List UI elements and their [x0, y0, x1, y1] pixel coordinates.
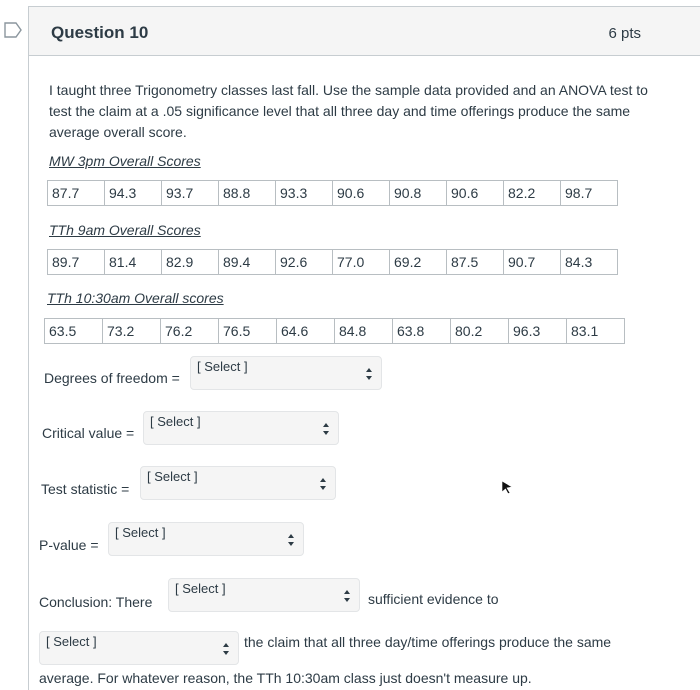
- select-placeholder: [ Select ]: [147, 469, 198, 484]
- table-row: [48, 250, 618, 275]
- degrees-of-freedom-label: Degrees of freedom =: [44, 370, 180, 386]
- table-cell: 69.2: [390, 250, 447, 275]
- table-cell: 83.1: [567, 319, 625, 344]
- test-statistic-label: Test statistic =: [41, 481, 130, 497]
- degrees-of-freedom-select[interactable]: [190, 356, 382, 390]
- select-placeholder: [ Select ]: [115, 525, 166, 540]
- question-card: [28, 6, 700, 690]
- question-flag-icon[interactable]: [4, 22, 22, 38]
- table-cell: 90.6: [333, 181, 390, 206]
- table-cell: 93.7: [162, 181, 219, 206]
- conclusion-after-text: the claim that all three day/time offerings produce the same: [244, 634, 612, 650]
- table-cell: 84.3: [561, 250, 618, 275]
- table-cell: 90.6: [447, 181, 504, 206]
- select-placeholder: [ Select ]: [46, 634, 97, 649]
- table-cell: 94.3: [105, 181, 162, 206]
- table-label-mw3pm: MW 3pm Overall Scores: [49, 153, 201, 169]
- select-arrow-icon: [222, 642, 230, 656]
- select-arrow-icon: [365, 367, 373, 381]
- data-table-tth1030am: [44, 318, 625, 344]
- conclusion-sufficiency-select[interactable]: [168, 578, 360, 612]
- select-placeholder: [ Select ]: [175, 581, 226, 596]
- table-cell: 63.5: [45, 319, 103, 344]
- select-arrow-icon: [287, 533, 295, 547]
- conclusion-middle-text: sufficient evidence to: [368, 591, 499, 607]
- table-cell: 89.4: [219, 250, 276, 275]
- select-arrow-icon: [343, 589, 351, 603]
- mouse-cursor-icon: [501, 480, 513, 494]
- select-placeholder: [ Select ]: [150, 414, 201, 429]
- table-cell: 76.2: [161, 319, 219, 344]
- question-title: Question 10: [51, 23, 149, 42]
- question-points: 6 pts: [608, 25, 641, 42]
- p-value-label: P-value =: [39, 537, 99, 553]
- table-row: [45, 319, 625, 344]
- table-cell: 93.3: [276, 181, 333, 206]
- table-cell: 81.4: [105, 250, 162, 275]
- table-cell: 90.8: [390, 181, 447, 206]
- table-row: [48, 181, 618, 206]
- table-cell: 87.5: [447, 250, 504, 275]
- table-cell: 92.6: [276, 250, 333, 275]
- table-label-tth9am: TTh 9am Overall Scores: [49, 222, 201, 238]
- select-arrow-icon: [319, 477, 327, 491]
- select-placeholder: [ Select ]: [197, 359, 248, 374]
- test-statistic-select[interactable]: [140, 466, 336, 500]
- table-cell: 84.8: [335, 319, 393, 344]
- select-arrow-icon: [322, 422, 330, 436]
- p-value-select[interactable]: [108, 522, 304, 556]
- table-cell: 96.3: [509, 319, 567, 344]
- table-cell: 76.5: [219, 319, 277, 344]
- table-cell: 87.7: [48, 181, 105, 206]
- table-cell: 82.9: [162, 250, 219, 275]
- data-table-mw3pm: [47, 180, 618, 206]
- table-cell: 82.2: [504, 181, 561, 206]
- table-cell: 80.2: [451, 319, 509, 344]
- table-cell: 90.7: [504, 250, 561, 275]
- table-cell: 88.8: [219, 181, 276, 206]
- table-cell: 63.8: [393, 319, 451, 344]
- table-label-tth1030am: TTh 10:30am Overall scores: [47, 290, 224, 306]
- table-cell: 98.7: [561, 181, 618, 206]
- table-cell: 89.7: [48, 250, 105, 275]
- critical-value-label: Critical value =: [42, 425, 135, 441]
- table-cell: 64.6: [277, 319, 335, 344]
- table-cell: 77.0: [333, 250, 390, 275]
- conclusion-end-text: average. For whatever reason, the TTh 10:30am class just doesn't measure up.: [39, 670, 532, 686]
- table-cell: 73.2: [103, 319, 161, 344]
- critical-value-select[interactable]: [143, 411, 339, 445]
- conclusion-claim-select[interactable]: [39, 631, 239, 665]
- question-prompt: I taught three Trigonometry classes last fall. Use the sample data provided and an ANOVA test to test the claim at a .05 significance level that all three day and time offerings produce the same average overall score.: [49, 82, 648, 140]
- conclusion-prefix: Conclusion: There: [39, 594, 153, 610]
- data-table-tth9am: [47, 249, 618, 275]
- question-header: [29, 7, 700, 56]
